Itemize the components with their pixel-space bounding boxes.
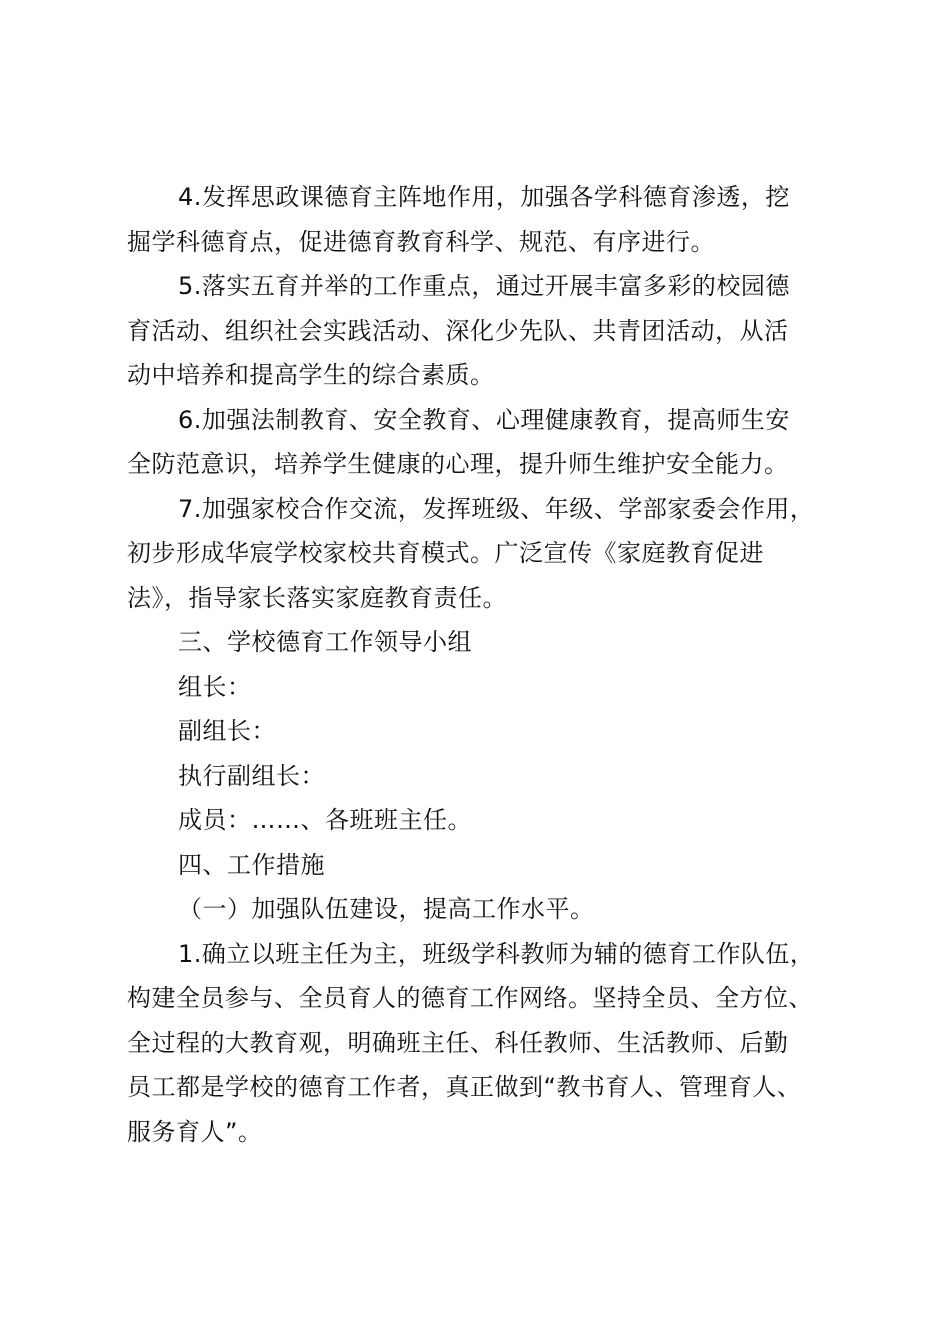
body-line: 动中培养和提高学生的综合素质。 bbox=[127, 361, 495, 389]
section-heading: 三、学校德育工作领导小组 bbox=[178, 628, 472, 656]
document-body bbox=[127, 175, 857, 1154]
body-line: 初步形成华宸学校家校共育模式。广泛宣传《家庭教育促进 bbox=[127, 539, 764, 567]
leader-label: 组长： bbox=[178, 672, 252, 701]
body-line: 1.确立以班主任为主，班级学科教师为辅的德育工作队伍， bbox=[178, 939, 815, 968]
body-line: 5.落实五育并举的工作重点，通过开展丰富多彩的校园德 bbox=[178, 272, 790, 300]
section-heading: 四、工作措施 bbox=[178, 850, 325, 879]
body-line: 掘学科德育点，促进德育教育科学、规范、有序进行。 bbox=[127, 227, 715, 256]
body-line: 6.加强法制教育、安全教育、心理健康教育，提高师生安 bbox=[178, 405, 790, 434]
body-line: 全防范意识，培养学生健康的心理，提升师生维护安全能力。 bbox=[127, 450, 789, 478]
subsection-heading: （一）加强队伍建设，提高工作水平。 bbox=[178, 895, 595, 923]
executive-deputy-leader-label: 执行副组长： bbox=[178, 761, 325, 790]
body-line: 4.发挥思政课德育主阵地作用，加强各学科德育渗透，挖 bbox=[178, 183, 790, 211]
body-line: 服务育人”。 bbox=[127, 1117, 263, 1146]
body-line: 育活动、组织社会实践活动、深化少先队、共青团活动，从活 bbox=[127, 316, 789, 345]
deputy-leader-label: 副组长： bbox=[178, 717, 276, 745]
body-line: 全过程的大教育观，明确班主任、科任教师、生活教师、后勤 bbox=[127, 1028, 789, 1057]
body-line: 7.加强家校合作交流，发挥班级、年级、学部家委会作用， bbox=[178, 494, 815, 523]
body-line: 法》，指导家长落实家庭教育责任。 bbox=[127, 583, 507, 612]
body-line: 员工都是学校的德育工作者，真正做到“教书育人、管理育人、 bbox=[127, 1073, 802, 1101]
members-label: 成员：……、各班班主任。 bbox=[178, 806, 472, 834]
body-line: 构建全员参与、全员育人的德育工作网络。坚持全员、全方位、 bbox=[127, 984, 813, 1012]
